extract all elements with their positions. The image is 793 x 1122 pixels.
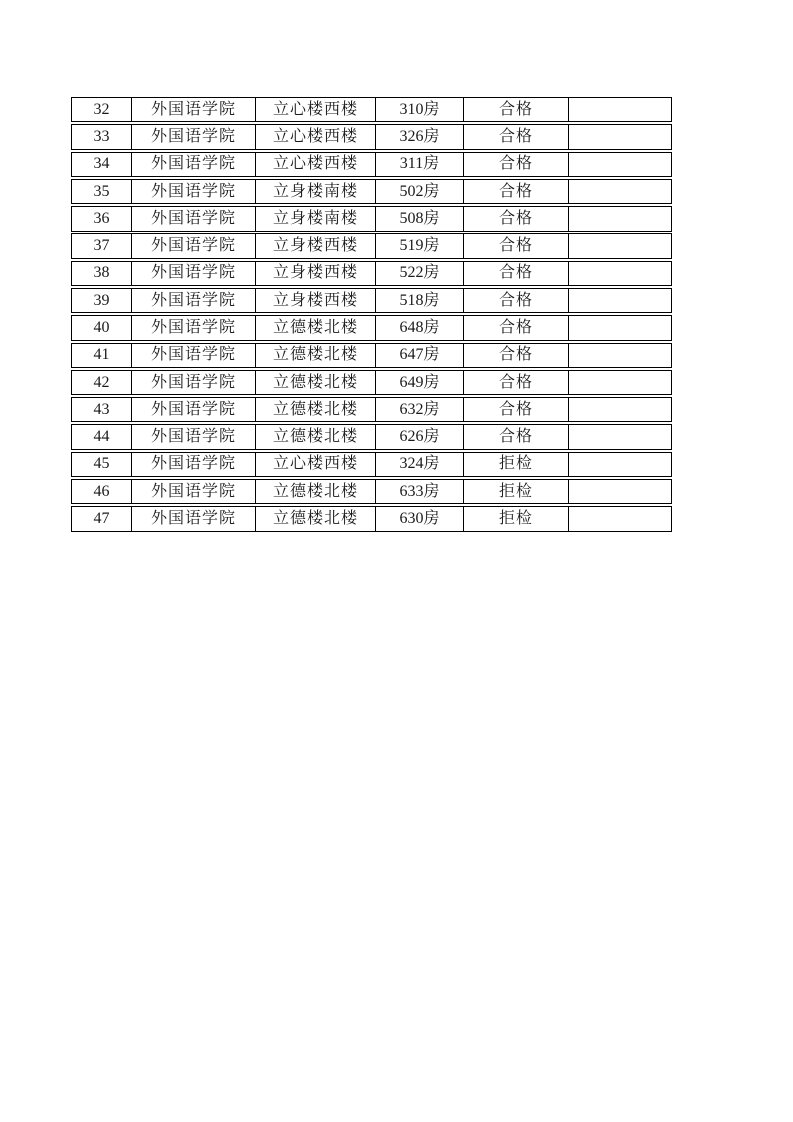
cell-note	[569, 425, 671, 448]
cell-college: 外国语学院	[132, 344, 256, 367]
cell-inspection-result: 拒检	[464, 453, 569, 476]
cell-note	[569, 480, 671, 503]
cell-inspection-result: 合格	[464, 316, 569, 339]
cell-room: 626房	[376, 425, 464, 448]
table-row	[71, 152, 672, 177]
cell-room: 311房	[376, 153, 464, 176]
cell-note	[569, 398, 671, 421]
cell-note	[569, 507, 671, 530]
cell-building: 立心楼西楼	[256, 125, 376, 148]
cell-note	[569, 180, 671, 203]
cell-college: 外国语学院	[132, 289, 256, 312]
cell-note	[569, 289, 671, 312]
table-row	[71, 97, 672, 122]
cell-inspection-result: 合格	[464, 207, 569, 230]
cell-building: 立身楼西楼	[256, 289, 376, 312]
inspection-table	[71, 97, 672, 534]
cell-building: 立德楼北楼	[256, 398, 376, 421]
table-row	[71, 397, 672, 422]
table-row	[71, 179, 672, 204]
cell-building: 立心楼西楼	[256, 453, 376, 476]
cell-row-number: 33	[72, 125, 132, 148]
cell-college: 外国语学院	[132, 507, 256, 530]
cell-row-number: 32	[72, 98, 132, 121]
cell-note	[569, 453, 671, 476]
table-row	[71, 506, 672, 531]
cell-note	[569, 371, 671, 394]
cell-inspection-result: 拒检	[464, 507, 569, 530]
cell-college: 外国语学院	[132, 180, 256, 203]
cell-college: 外国语学院	[132, 262, 256, 285]
table-row	[71, 479, 672, 504]
cell-note	[569, 153, 671, 176]
cell-building: 立身楼西楼	[256, 262, 376, 285]
cell-inspection-result: 合格	[464, 289, 569, 312]
cell-inspection-result: 合格	[464, 344, 569, 367]
cell-row-number: 43	[72, 398, 132, 421]
table-row	[71, 124, 672, 149]
cell-room: 648房	[376, 316, 464, 339]
table-row	[71, 370, 672, 395]
cell-building: 立德楼北楼	[256, 507, 376, 530]
cell-note	[569, 125, 671, 148]
table-row	[71, 424, 672, 449]
cell-inspection-result: 合格	[464, 371, 569, 394]
cell-inspection-result: 拒检	[464, 480, 569, 503]
cell-room: 326房	[376, 125, 464, 148]
cell-note	[569, 98, 671, 121]
cell-building: 立身楼南楼	[256, 207, 376, 230]
cell-room: 508房	[376, 207, 464, 230]
cell-college: 外国语学院	[132, 371, 256, 394]
cell-college: 外国语学院	[132, 480, 256, 503]
cell-inspection-result: 合格	[464, 398, 569, 421]
cell-row-number: 42	[72, 371, 132, 394]
cell-row-number: 46	[72, 480, 132, 503]
cell-room: 632房	[376, 398, 464, 421]
cell-row-number: 38	[72, 262, 132, 285]
cell-room: 519房	[376, 234, 464, 257]
cell-inspection-result: 合格	[464, 180, 569, 203]
cell-room: 630房	[376, 507, 464, 530]
cell-row-number: 47	[72, 507, 132, 530]
cell-building: 立德楼北楼	[256, 316, 376, 339]
table-row	[71, 343, 672, 368]
cell-row-number: 35	[72, 180, 132, 203]
cell-room: 518房	[376, 289, 464, 312]
table-row	[71, 315, 672, 340]
cell-note	[569, 262, 671, 285]
cell-inspection-result: 合格	[464, 153, 569, 176]
cell-college: 外国语学院	[132, 316, 256, 339]
cell-room: 324房	[376, 453, 464, 476]
cell-inspection-result: 合格	[464, 425, 569, 448]
cell-room: 310房	[376, 98, 464, 121]
cell-college: 外国语学院	[132, 153, 256, 176]
cell-room: 522房	[376, 262, 464, 285]
cell-row-number: 45	[72, 453, 132, 476]
cell-building: 立德楼北楼	[256, 371, 376, 394]
cell-row-number: 44	[72, 425, 132, 448]
cell-row-number: 39	[72, 289, 132, 312]
cell-row-number: 34	[72, 153, 132, 176]
cell-room: 647房	[376, 344, 464, 367]
cell-inspection-result: 合格	[464, 125, 569, 148]
cell-college: 外国语学院	[132, 207, 256, 230]
cell-college: 外国语学院	[132, 425, 256, 448]
cell-college: 外国语学院	[132, 453, 256, 476]
cell-inspection-result: 合格	[464, 234, 569, 257]
table-row	[71, 206, 672, 231]
cell-college: 外国语学院	[132, 398, 256, 421]
cell-note	[569, 234, 671, 257]
cell-room: 633房	[376, 480, 464, 503]
cell-inspection-result: 合格	[464, 98, 569, 121]
cell-building: 立心楼西楼	[256, 153, 376, 176]
cell-note	[569, 207, 671, 230]
cell-building: 立身楼南楼	[256, 180, 376, 203]
table-row	[71, 288, 672, 313]
table-row	[71, 261, 672, 286]
table-row	[71, 233, 672, 258]
cell-college: 外国语学院	[132, 98, 256, 121]
cell-building: 立德楼北楼	[256, 344, 376, 367]
cell-note	[569, 344, 671, 367]
cell-building: 立德楼北楼	[256, 425, 376, 448]
cell-row-number: 37	[72, 234, 132, 257]
table-row	[71, 452, 672, 477]
cell-note	[569, 316, 671, 339]
cell-building: 立德楼北楼	[256, 480, 376, 503]
cell-college: 外国语学院	[132, 125, 256, 148]
cell-row-number: 36	[72, 207, 132, 230]
cell-building: 立心楼西楼	[256, 98, 376, 121]
cell-inspection-result: 合格	[464, 262, 569, 285]
cell-college: 外国语学院	[132, 234, 256, 257]
cell-room: 649房	[376, 371, 464, 394]
cell-row-number: 41	[72, 344, 132, 367]
cell-row-number: 40	[72, 316, 132, 339]
cell-building: 立身楼西楼	[256, 234, 376, 257]
cell-room: 502房	[376, 180, 464, 203]
